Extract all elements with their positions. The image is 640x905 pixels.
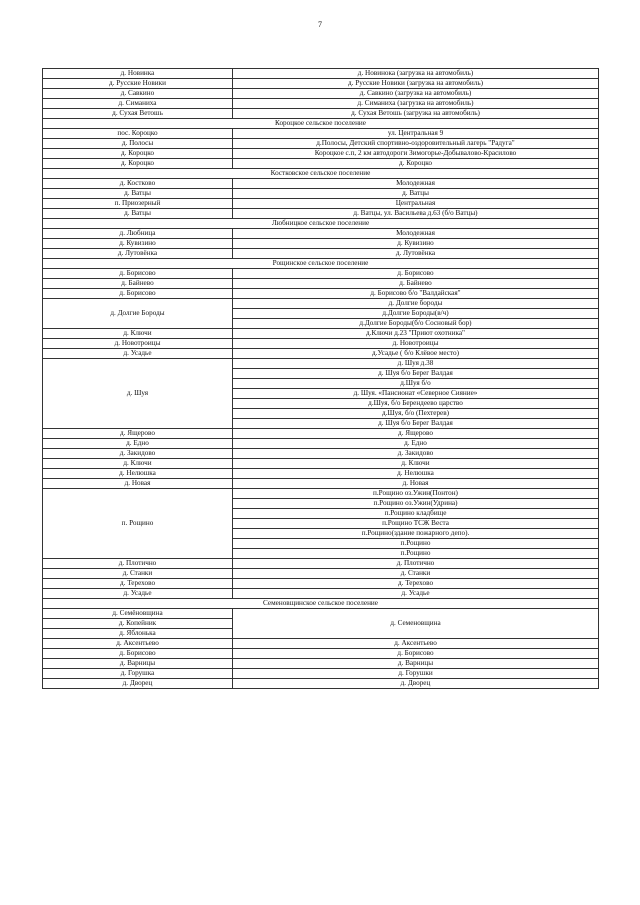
collection-point-cell: д. Борисово xyxy=(233,269,599,279)
table-row xyxy=(43,479,599,489)
settlement-cell: д. Семёновщина xyxy=(43,609,233,619)
collection-point-cell: д. Нелюшка xyxy=(233,469,599,479)
section-title: Семеновщинское сельское поселение xyxy=(43,599,599,609)
table-row xyxy=(43,449,599,459)
settlement-cell: д. Варницы xyxy=(43,659,233,669)
settlement-cell: д. Костково xyxy=(43,179,233,189)
table-row xyxy=(43,439,599,449)
collection-point-cell: д. Долгие бороды xyxy=(233,299,599,309)
settlement-cell: д. Горушка xyxy=(43,669,233,679)
collection-point-cell: д.Шуя, б/о (Пехтерев) xyxy=(233,409,599,419)
table-row xyxy=(43,89,599,99)
table-row xyxy=(43,249,599,259)
collection-point-cell: д. Варницы xyxy=(233,659,599,669)
table-row xyxy=(43,329,599,339)
settlement-cell: д. Савкино xyxy=(43,89,233,99)
collection-point-cell: д. Борисово xyxy=(233,649,599,659)
collection-point-cell: д. Ватцы, ул. Васильева д.63 (б/о Ватцы) xyxy=(233,209,599,219)
collection-point-cell: д. Горушки xyxy=(233,669,599,679)
collection-point-cell: Центральная xyxy=(233,199,599,209)
collection-point-cell: д. Шуя д.38 xyxy=(233,359,599,369)
table-row xyxy=(43,209,599,219)
collection-point-cell: д. Новотроицы xyxy=(233,339,599,349)
settlement-cell: д. Борисово xyxy=(43,289,233,299)
collection-point-cell: п.Рощино(здание пожарного депо). xyxy=(233,529,599,539)
settlement-cell: д. Короцко xyxy=(43,159,233,169)
settlement-cell: п. Приозерный xyxy=(43,199,233,209)
collection-point-cell: п.Рощино xyxy=(233,549,599,559)
collection-point-cell: д.Шуя, б/о Берендеево царство xyxy=(233,399,599,409)
collection-point-cell: Молодежная xyxy=(233,229,599,239)
collection-point-cell: д. Лутовёнка xyxy=(233,249,599,259)
table-row xyxy=(43,589,599,599)
table-row xyxy=(43,609,599,619)
table-row xyxy=(43,149,599,159)
collection-point-cell: д.Полосы, Детский спортивно-оздоровительный лагерь "Радуга" xyxy=(233,139,599,149)
collection-points-table xyxy=(42,68,599,689)
section-row xyxy=(43,119,599,129)
collection-point-cell: д. Ватцы xyxy=(233,189,599,199)
settlement-cell: д. Новая xyxy=(43,479,233,489)
settlement-cell: д. Полосы xyxy=(43,139,233,149)
collection-point-cell: п.Рощино ТСЖ Веста xyxy=(233,519,599,529)
table-row xyxy=(43,299,599,309)
settlement-cell: д. Борисово xyxy=(43,269,233,279)
collection-point-cell: д. Русские Новики (загрузка на автомобиль) xyxy=(233,79,599,89)
collection-point-cell: д.Шуя б/о xyxy=(233,379,599,389)
section-title: Любницкое сельское поселение xyxy=(43,219,599,229)
table-row xyxy=(43,649,599,659)
collection-point-cell: д. Станки xyxy=(233,569,599,579)
settlement-cell: д. Терехово xyxy=(43,579,233,589)
settlement-cell: д. Новотроицы xyxy=(43,339,233,349)
settlement-cell: пос. Короцко xyxy=(43,129,233,139)
collection-point-cell: п.Рощино оз.Ужин(Понтон) xyxy=(233,489,599,499)
table-row xyxy=(43,139,599,149)
table-row xyxy=(43,669,599,679)
section-row xyxy=(43,259,599,269)
table-row xyxy=(43,99,599,109)
table-row xyxy=(43,639,599,649)
section-row xyxy=(43,169,599,179)
settlement-cell: д. Закидово xyxy=(43,449,233,459)
collection-point-cell: д. Плотично xyxy=(233,559,599,569)
section-row xyxy=(43,599,599,609)
settlement-cell: д. Ящерово xyxy=(43,429,233,439)
settlement-cell: д. Дворец xyxy=(43,679,233,689)
settlement-cell: д. Кувизино xyxy=(43,239,233,249)
collection-point-cell: Молодежная xyxy=(233,179,599,189)
collection-point-cell: д. Ключи xyxy=(233,459,599,469)
table-body xyxy=(43,69,599,689)
collection-point-cell: д. Новая xyxy=(233,479,599,489)
settlement-cell: д. Короцко xyxy=(43,149,233,159)
settlement-cell: д. Аксентьево xyxy=(43,639,233,649)
settlement-cell: д. Ватцы xyxy=(43,209,233,219)
table-row xyxy=(43,679,599,689)
collection-point-cell: п.Рощино кладбище xyxy=(233,509,599,519)
settlement-cell: д. Новинка xyxy=(43,69,233,79)
table-row xyxy=(43,189,599,199)
table-row xyxy=(43,229,599,239)
collection-point-cell: д. Байнево xyxy=(233,279,599,289)
table-row xyxy=(43,69,599,79)
collection-point-cell: д.Усадье ( б/о Клёвое место) xyxy=(233,349,599,359)
table-row xyxy=(43,349,599,359)
table-row xyxy=(43,79,599,89)
settlement-cell: д. Байнево xyxy=(43,279,233,289)
settlement-cell: д. Ключи xyxy=(43,459,233,469)
settlement-cell: д. Нелюшка xyxy=(43,469,233,479)
table-row xyxy=(43,279,599,289)
collection-point-cell: д. Терехово xyxy=(233,579,599,589)
settlement-cell: д. Усадье xyxy=(43,589,233,599)
settlement-cell: д. Усадье xyxy=(43,349,233,359)
settlement-cell: д. Борисово xyxy=(43,649,233,659)
table-row xyxy=(43,359,599,369)
collection-point-cell: д. Закидово xyxy=(233,449,599,459)
table-row xyxy=(43,269,599,279)
settlement-cell: д. Сухая Ветошь xyxy=(43,109,233,119)
table-row xyxy=(43,129,599,139)
collection-point-cell: д. Усадье xyxy=(233,589,599,599)
settlement-cell: д. Симаниха xyxy=(43,99,233,109)
table-row xyxy=(43,109,599,119)
table-row xyxy=(43,559,599,569)
collection-point-cell: д. Новинока (загрузка на автомобиль) xyxy=(233,69,599,79)
table-row xyxy=(43,429,599,439)
table-row xyxy=(43,159,599,169)
table-row xyxy=(43,459,599,469)
collection-point-cell: п.Рощино оз.Ужин(Удрина) xyxy=(233,499,599,509)
collection-point-cell: д. Савкино (загрузка на автомобиль) xyxy=(233,89,599,99)
collection-point-cell: д. Аксентьево xyxy=(233,639,599,649)
table-row xyxy=(43,199,599,209)
collection-point-cell: д.Долгие Бороды(б/о Сосновый бор) xyxy=(233,319,599,329)
settlement-cell: д. Любница xyxy=(43,229,233,239)
table-row xyxy=(43,659,599,669)
table-row xyxy=(43,289,599,299)
settlement-cell: д. Едно xyxy=(43,439,233,449)
collection-point-cell: д. Едно xyxy=(233,439,599,449)
collection-point-cell: п.Рощино xyxy=(233,539,599,549)
collection-point-cell: д. Шуя б/о Берег Валдая xyxy=(233,419,599,429)
settlement-cell: д. Плотично xyxy=(43,559,233,569)
section-title: Костковское сельское поселение xyxy=(43,169,599,179)
collection-point-cell: д. Семеновщина xyxy=(233,609,599,639)
collection-point-cell: ул. Центральная 9 xyxy=(233,129,599,139)
page-number: 7 xyxy=(318,20,322,29)
settlement-cell: д. Яблонька xyxy=(43,629,233,639)
table-row xyxy=(43,179,599,189)
collection-point-cell: д.Ключи д.23 "Приют охотника" xyxy=(233,329,599,339)
table-row xyxy=(43,239,599,249)
settlement-cell: д. Русские Новики xyxy=(43,79,233,89)
table-row xyxy=(43,489,599,499)
collection-point-cell: д. Сухая Ветошь (загрузка на автомобиль) xyxy=(233,109,599,119)
settlement-cell: д. Копейник xyxy=(43,619,233,629)
settlement-cell: п. Рощино xyxy=(43,489,233,559)
collection-point-cell: д. Дворец xyxy=(233,679,599,689)
collection-point-cell: д. Короцко xyxy=(233,159,599,169)
collection-point-cell: Короцкое с.п, 2 км автодороги Зимогорье-Добывалово-Красилово xyxy=(233,149,599,159)
collection-point-cell: д. Шуя. «Пансионат «Северное Сияние» xyxy=(233,389,599,399)
table-row xyxy=(43,469,599,479)
collection-point-cell: д. Ящерово xyxy=(233,429,599,439)
section-title: Рощинское сельское поселение xyxy=(43,259,599,269)
table-row xyxy=(43,579,599,589)
settlement-cell: д. Долгие Бороды xyxy=(43,299,233,329)
settlement-cell: д. Ватцы xyxy=(43,189,233,199)
collection-point-cell: д. Шуя б/о Берег Валдая xyxy=(233,369,599,379)
section-title: Короцкое сельское поселение xyxy=(43,119,599,129)
table-row xyxy=(43,569,599,579)
table-row xyxy=(43,339,599,349)
collection-point-cell: д. Кувизино xyxy=(233,239,599,249)
settlement-cell: д. Шуя xyxy=(43,359,233,429)
collection-point-cell: д. Симаниха (загрузка на автомобиль) xyxy=(233,99,599,109)
collection-point-cell: д.Долгие Бороды(в/ч) xyxy=(233,309,599,319)
collection-point-cell: д. Борисово б/о "Валдайская" xyxy=(233,289,599,299)
settlement-cell: д. Лутовёнка xyxy=(43,249,233,259)
settlement-cell: д. Станки xyxy=(43,569,233,579)
section-row xyxy=(43,219,599,229)
settlement-cell: д. Ключи xyxy=(43,329,233,339)
